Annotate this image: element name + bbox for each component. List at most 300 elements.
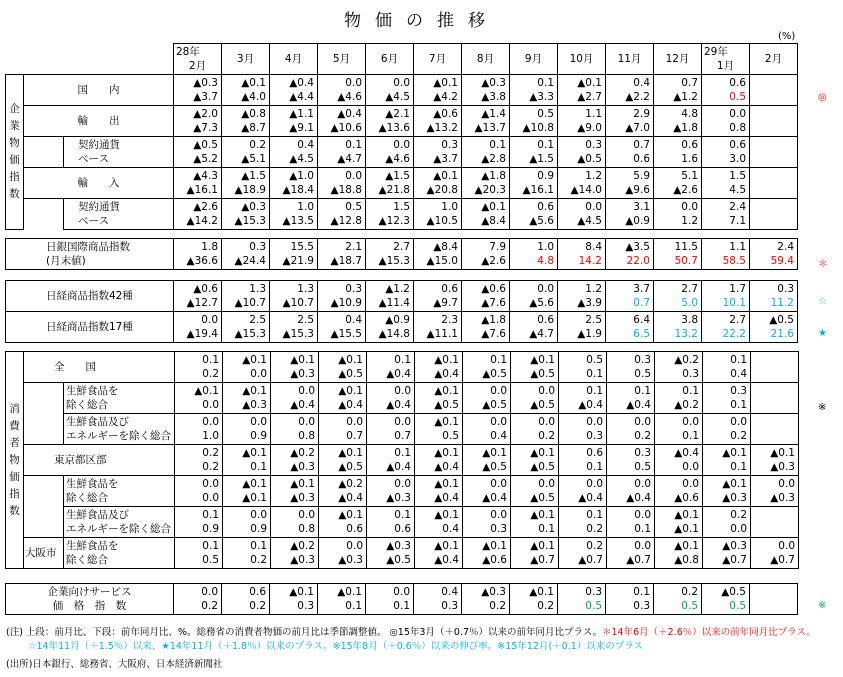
value-mom: 0.0	[298, 385, 315, 397]
cell-7	[510, 137, 558, 168]
value-yoy: 0.2	[538, 430, 555, 442]
value-yoy: ▲2.8	[481, 153, 506, 165]
value-mom: ▲0.1	[482, 540, 507, 552]
value-yoy: 0.2	[249, 600, 266, 612]
value-yoy: ▲4.7	[337, 153, 362, 165]
cell-2	[270, 584, 318, 615]
cell-12	[751, 476, 799, 507]
value-yoy: ▲0.5	[530, 368, 555, 380]
value-yoy: ▲21.9	[282, 255, 314, 267]
value-mom: 0.0	[202, 478, 219, 490]
region-cell	[24, 414, 64, 445]
month-label: 9月	[524, 53, 543, 65]
cell-9	[607, 476, 655, 507]
value-mom: ▲0.1	[289, 586, 314, 598]
cell-3	[319, 414, 367, 445]
cell-0	[175, 538, 223, 569]
cell-0	[174, 75, 222, 106]
cell-12	[750, 106, 798, 137]
month-0	[174, 44, 222, 75]
cell-8	[558, 239, 606, 270]
value-yoy: 0.1	[730, 461, 747, 473]
month-6	[462, 44, 510, 75]
cell-0	[174, 312, 222, 343]
cpi-vertical-label	[6, 352, 24, 569]
cell-3	[319, 476, 367, 507]
cell-9	[607, 414, 655, 445]
value-mom: ▲0.1	[722, 478, 747, 490]
cell-7	[510, 584, 558, 615]
cell-12	[750, 584, 798, 615]
value-mom: 1.2	[585, 283, 602, 295]
year-label: 29年	[704, 46, 728, 58]
row-label-line: 企業向けサービス	[47, 586, 132, 598]
value-mom: ▲0.1	[434, 509, 459, 521]
value-yoy: ▲2.2	[625, 91, 650, 103]
cell-7	[510, 106, 558, 137]
value-yoy: ▲1.2	[673, 91, 698, 103]
value-mom: ▲1.1	[289, 108, 314, 120]
row-label-line: 日経商品指数17種	[46, 321, 133, 333]
value-mom: 0.3	[441, 139, 458, 151]
value-yoy: ▲0.4	[386, 399, 411, 411]
value-yoy: 0.4	[730, 368, 747, 380]
value-yoy: ▲10.7	[234, 297, 266, 309]
value-mom: 2.3	[441, 314, 458, 326]
value-mom: ▲2.6	[193, 201, 218, 213]
value-mom: 1.3	[297, 283, 314, 295]
value-mom: 0.1	[586, 509, 603, 521]
value-yoy: 0.8	[298, 523, 315, 535]
value-mom: ▲0.1	[242, 478, 267, 490]
value-mom: ▲3.5	[625, 241, 650, 253]
value-yoy: 0.8	[298, 430, 315, 442]
value-yoy: ▲5.2	[193, 153, 218, 165]
char: 企	[9, 103, 20, 115]
value-yoy: ▲0.3	[386, 492, 411, 504]
cell-4	[367, 352, 415, 383]
value-yoy: 0.6	[346, 523, 363, 535]
cell-1	[222, 106, 270, 137]
value-yoy: ▲0.4	[578, 399, 603, 411]
value-yoy: ▲12.3	[378, 215, 410, 227]
cpi-row	[6, 538, 799, 569]
value-mom: ▲0.1	[722, 447, 747, 459]
value-mom: 0.3	[249, 241, 266, 253]
value-mom: ▲0.3	[193, 77, 218, 89]
value-mom: 0.1	[634, 385, 651, 397]
value-yoy: 22.0	[626, 255, 650, 267]
value-yoy: ▲18.8	[330, 184, 362, 196]
value-yoy: ▲10.7	[282, 297, 314, 309]
cpi-row	[6, 352, 799, 383]
value-mom: 0.0	[586, 416, 603, 428]
cell-2	[270, 75, 318, 106]
cell-6	[462, 281, 510, 312]
value-yoy: ▲8.4	[481, 215, 506, 227]
value-yoy: 1.6	[681, 153, 698, 165]
cell-0	[174, 281, 222, 312]
cell-1	[223, 507, 271, 538]
cell-5	[414, 75, 462, 106]
value-yoy: ▲14.0	[570, 184, 602, 196]
month-9	[606, 44, 654, 75]
value-yoy: ▲0.3	[722, 492, 747, 504]
note-line-2: ☆14年11月（＋1.5％）以来、★14年11月（＋1.8％）以来のプラス。※15年8月（＋0.6％）以来の伸び率。※15年12月(＋0.1）以来のプラス	[28, 641, 643, 652]
cell-6	[463, 445, 511, 476]
value-mom: 8.4	[585, 241, 602, 253]
value-mom: ▲0.1	[433, 77, 458, 89]
char: 価	[9, 470, 20, 483]
value-yoy: 10.1	[722, 297, 746, 309]
cell-2	[271, 476, 319, 507]
note-mark: ＊	[818, 259, 828, 270]
cell-2	[270, 199, 318, 230]
region-cell	[24, 476, 64, 507]
value-yoy: ▲3.7	[193, 91, 218, 103]
value-mom: ▲0.1	[530, 540, 555, 552]
value-yoy: ▲21.8	[378, 184, 410, 196]
cell-1	[222, 75, 270, 106]
char: 数	[9, 504, 20, 517]
value-mom: 2.5	[249, 314, 266, 326]
row-label-line-2: 除く総合	[66, 399, 108, 411]
value-mom: 0.0	[585, 201, 602, 213]
cell-1	[222, 168, 270, 199]
value-mom: 0.0	[682, 416, 699, 428]
row-label-line: 生鮮食品及び	[66, 509, 129, 521]
value-mom: 0.1	[489, 139, 506, 151]
value-mom: 1.0	[297, 201, 314, 213]
value-yoy: ▲0.3	[338, 554, 363, 566]
cell-12	[750, 312, 798, 343]
row-label	[64, 414, 175, 445]
month-label: 3月	[236, 53, 255, 65]
value-mom: ▲1.2	[385, 283, 410, 295]
value-mom: 0.4	[633, 77, 650, 89]
value-mom: 2.4	[777, 241, 794, 253]
month-label: 2月	[188, 60, 207, 72]
cell-9	[606, 281, 654, 312]
cell-11	[703, 445, 751, 476]
value-yoy: ▲15.3	[234, 215, 266, 227]
cell-10	[654, 106, 702, 137]
cell-8	[558, 137, 606, 168]
char: 数	[9, 188, 20, 200]
cell-3	[318, 106, 366, 137]
value-yoy: 0.6	[394, 523, 411, 535]
value-mom: 2.9	[633, 108, 650, 120]
cell-8	[559, 507, 607, 538]
value-mom: ▲0.6	[481, 283, 506, 295]
value-yoy: 0.1	[586, 461, 603, 473]
cell-9	[606, 239, 654, 270]
value-mom: 0.0	[201, 586, 218, 598]
value-yoy: ▲12.7	[186, 297, 218, 309]
value-mom: 0.6	[537, 201, 554, 213]
row-label	[64, 507, 175, 538]
value-mom: 11.5	[674, 241, 698, 253]
value-mom: ▲0.1	[434, 540, 459, 552]
value-yoy: 0.2	[489, 600, 506, 612]
value-yoy: ▲7.6	[481, 328, 506, 340]
value-yoy: ▲0.3	[290, 492, 315, 504]
value-mom: 1.7	[729, 283, 746, 295]
value-mom: ▲0.1	[338, 354, 363, 366]
cpi-row	[6, 445, 799, 476]
services-table	[5, 583, 798, 615]
value-mom: 0.2	[249, 139, 266, 151]
cpi-row	[6, 507, 799, 538]
month-7	[510, 44, 558, 75]
cell-2	[271, 352, 319, 383]
month-11	[702, 44, 750, 75]
value-mom: 0.0	[634, 478, 651, 490]
value-mom: 0.3	[634, 354, 651, 366]
value-yoy: ▲16.1	[186, 184, 218, 196]
value-yoy: ▲0.4	[578, 492, 603, 504]
cell-12	[751, 445, 799, 476]
cell-5	[414, 281, 462, 312]
cell-5	[415, 414, 463, 445]
value-mom: 7.9	[489, 241, 506, 253]
cell-2	[270, 239, 318, 270]
value-yoy: ▲0.4	[434, 368, 459, 380]
cell-0	[175, 476, 223, 507]
cell-6	[462, 168, 510, 199]
value-yoy: ▲0.1	[242, 492, 267, 504]
value-yoy: ▲20.3	[474, 184, 506, 196]
value-yoy: ▲7.6	[481, 297, 506, 309]
cell-3	[318, 75, 366, 106]
row-label-line: 契約通貨	[78, 139, 120, 151]
value-mom: ▲0.1	[338, 447, 363, 459]
value-mom: 3.7	[633, 283, 650, 295]
value-mom: 0.1	[537, 139, 554, 151]
month-10	[654, 44, 702, 75]
source-note: (出所)日本銀行、総務省、大阪府、日本経済新聞社	[6, 659, 223, 670]
month-label: 8月	[476, 53, 495, 65]
row-label	[6, 239, 174, 270]
value-yoy: ▲0.5	[482, 399, 507, 411]
cell-0	[175, 352, 223, 383]
cell-6	[462, 75, 510, 106]
value-yoy: ▲0.7	[626, 554, 651, 566]
value-yoy: 58.5	[722, 255, 746, 267]
value-mom: 0.2	[586, 540, 603, 552]
month-label: 11月	[617, 53, 642, 65]
value-mom: ▲0.2	[290, 447, 315, 459]
value-yoy: ▲0.5	[434, 399, 459, 411]
value-mom: 1.0	[441, 201, 458, 213]
value-yoy: ▲14.2	[186, 215, 218, 227]
value-yoy: 0.0	[682, 461, 699, 473]
value-yoy: ▲0.4	[626, 399, 651, 411]
value-yoy: ▲0.3	[290, 368, 315, 380]
value-mom: ▲0.2	[674, 354, 699, 366]
value-mom: ▲0.4	[674, 447, 699, 459]
value-mom: ▲0.1	[290, 478, 315, 490]
value-mom: ▲4.3	[193, 170, 218, 182]
value-mom: ▲0.1	[337, 586, 362, 598]
value-yoy: ▲0.3	[290, 554, 315, 566]
indent-spacer	[24, 199, 64, 230]
cell-4	[367, 414, 415, 445]
cell-10	[655, 414, 703, 445]
cell-10	[654, 168, 702, 199]
value-mom: 0.0	[298, 509, 315, 521]
row-label	[6, 584, 174, 615]
value-yoy: 0.1	[250, 461, 267, 473]
cell-4	[366, 584, 414, 615]
value-yoy: ▲15.5	[330, 328, 362, 340]
value-mom: ▲0.8	[241, 108, 266, 120]
row-label-line-2: ベース	[78, 153, 109, 165]
value-yoy: ▲0.5	[338, 461, 363, 473]
month-3	[318, 44, 366, 75]
value-yoy: 0.1	[730, 399, 747, 411]
value-yoy: ▲0.4	[386, 368, 411, 380]
value-mom: 0.4	[297, 139, 314, 151]
cell-12	[750, 75, 798, 106]
value-yoy: ▲0.7	[722, 554, 747, 566]
cell-9	[606, 312, 654, 343]
value-mom: 1.2	[585, 170, 602, 182]
note-mark: ※	[818, 402, 827, 413]
cell-7	[511, 445, 559, 476]
value-yoy: ▲0.5	[577, 153, 602, 165]
cell-12	[750, 199, 798, 230]
cell-1	[222, 199, 270, 230]
value-mom: 0.0	[490, 416, 507, 428]
value-yoy: ▲0.7	[578, 554, 603, 566]
value-yoy: ▲18.9	[234, 184, 266, 196]
cell-8	[559, 352, 607, 383]
value-yoy: ▲11.4	[378, 297, 410, 309]
row-label-line: 生鮮食品及び	[66, 416, 129, 428]
value-mom: ▲1.8	[481, 314, 506, 326]
value-yoy: ▲1.8	[673, 122, 698, 134]
cell-3	[318, 281, 366, 312]
value-yoy: ▲0.5	[338, 368, 363, 380]
value-yoy: 59.4	[770, 255, 794, 267]
cell-8	[559, 538, 607, 569]
cell-5	[415, 352, 463, 383]
row-label-line: 輸 入	[77, 177, 120, 189]
row-label	[64, 383, 175, 414]
value-yoy: 0.9	[202, 523, 219, 535]
value-yoy: 0.4	[442, 523, 459, 535]
value-yoy: ▲15.3	[378, 255, 410, 267]
value-mom: 0.1	[586, 385, 603, 397]
cell-12	[750, 137, 798, 168]
value-mom: ▲0.1	[434, 354, 459, 366]
value-yoy: 0.1	[393, 600, 410, 612]
value-mom: 0.6	[586, 447, 603, 459]
row-label-line: 契約通貨	[78, 201, 120, 213]
value-yoy: ▲20.8	[426, 184, 458, 196]
value-mom: 0.3	[777, 283, 794, 295]
value-mom: 0.0	[537, 283, 554, 295]
cell-7	[510, 281, 558, 312]
value-yoy: 0.5	[729, 91, 746, 103]
value-yoy: ▲15.0	[426, 255, 458, 267]
cell-8	[558, 106, 606, 137]
cell-10	[654, 75, 702, 106]
value-yoy: ▲0.4	[434, 492, 459, 504]
cell-5	[415, 445, 463, 476]
value-yoy: 0.3	[441, 600, 458, 612]
cell-10	[654, 239, 702, 270]
cell-6	[462, 106, 510, 137]
char: 者	[9, 436, 20, 449]
row-label-line: 生鮮食品を	[66, 540, 119, 552]
cell-6	[462, 584, 510, 615]
value-mom: 0.5	[537, 108, 554, 120]
value-yoy: ▲13.7	[474, 122, 506, 134]
value-mom: 3.1	[633, 201, 650, 213]
row-label-line-2: (月末値)	[46, 255, 86, 267]
value-mom: ▲0.9	[385, 314, 410, 326]
cell-3	[319, 507, 367, 538]
value-yoy: ▲0.7	[530, 554, 555, 566]
region-cell: 大阪市	[24, 538, 64, 569]
value-yoy: ▲0.3	[770, 492, 795, 504]
value-yoy: 0.2	[586, 523, 603, 535]
cpi-row	[6, 476, 799, 507]
cell-6	[462, 312, 510, 343]
value-mom: 1.1	[585, 108, 602, 120]
value-yoy: ▲10.9	[330, 297, 362, 309]
value-yoy: ▲14.8	[378, 328, 410, 340]
value-mom: 1.5	[393, 201, 410, 213]
month-label: 4月	[284, 53, 303, 65]
value-yoy: 6.5	[633, 328, 650, 340]
value-yoy: 0.3	[586, 430, 603, 442]
value-yoy: ▲4.5	[289, 153, 314, 165]
cell-3	[319, 352, 367, 383]
value-mom: 0.0	[394, 416, 411, 428]
value-yoy: 0.5	[202, 554, 219, 566]
cgpi-row	[6, 106, 798, 137]
row-label-line: 全 国	[54, 361, 96, 373]
value-mom: 0.0	[201, 314, 218, 326]
cell-11	[703, 352, 751, 383]
cell-11	[702, 168, 750, 199]
value-mom: 0.1	[730, 354, 747, 366]
value-yoy: ▲4.2	[433, 91, 458, 103]
value-yoy: ▲1.5	[529, 153, 554, 165]
value-mom: 3.8	[681, 314, 698, 326]
value-yoy: 0.2	[201, 600, 218, 612]
cell-9	[607, 538, 655, 569]
cell-8	[559, 383, 607, 414]
indent-spacer	[24, 137, 64, 168]
value-yoy: ▲2.6	[673, 184, 698, 196]
month-label: 10月	[569, 53, 594, 65]
value-mom: ▲0.5	[193, 139, 218, 151]
char: 業	[9, 120, 20, 132]
row-label	[64, 476, 175, 507]
cell-5	[414, 584, 462, 615]
value-yoy: ▲0.5	[530, 492, 555, 504]
header-row	[6, 44, 798, 75]
cell-4	[366, 137, 414, 168]
value-mom: 0.5	[586, 354, 603, 366]
cell-4	[366, 312, 414, 343]
month-12	[750, 44, 798, 75]
value-yoy: ▲0.6	[482, 554, 507, 566]
